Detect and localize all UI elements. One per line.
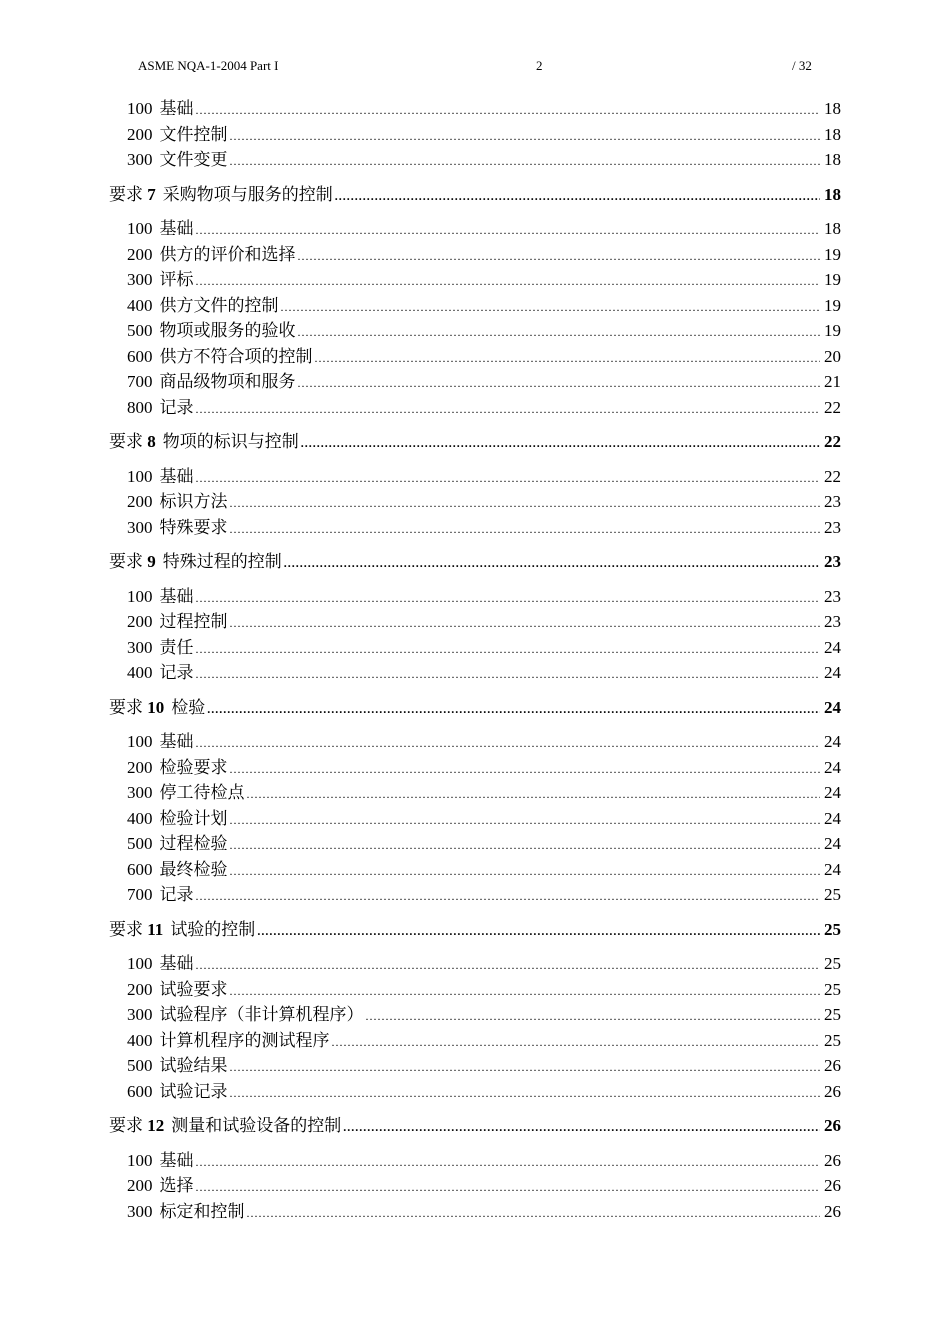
- toc-item-number: 300: [127, 517, 153, 537]
- toc-page-number: 23: [824, 586, 841, 606]
- dot-leader: [230, 834, 821, 856]
- dot-leader: [196, 270, 821, 292]
- toc-page-number: 19: [824, 295, 841, 315]
- dot-leader: [196, 587, 821, 609]
- dot-leader: [230, 150, 821, 172]
- toc-page-number: 23: [824, 492, 841, 511]
- toc-item[interactable]: [127, 346, 841, 369]
- toc-page-number: 26: [824, 1081, 841, 1101]
- dot-leader: [301, 432, 820, 454]
- dot-leader: [230, 492, 821, 514]
- toc-section[interactable]: [109, 184, 841, 207]
- toc-item[interactable]: [127, 1055, 841, 1078]
- toc-item[interactable]: [127, 1150, 841, 1173]
- toc-page-number: 22: [824, 432, 841, 451]
- toc-page-number: 22: [824, 397, 841, 417]
- toc-page-number: 19: [824, 321, 841, 340]
- dot-leader: [196, 885, 821, 907]
- toc-page-number: 26: [824, 1116, 841, 1135]
- toc-page-number: 23: [824, 612, 841, 631]
- toc-section-number: 要求 11: [109, 919, 164, 939]
- toc-page-number: 24: [824, 859, 841, 879]
- toc-page-number: 20: [824, 346, 841, 366]
- toc-entry-title: 标定和控制: [159, 1201, 245, 1221]
- toc-item-number: 400: [127, 295, 153, 315]
- toc-entry-title: 物项的标识与控制: [162, 432, 299, 451]
- toc-item-number: 600: [127, 859, 153, 879]
- toc-page-number: 24: [824, 757, 841, 777]
- toc-entry-title: 停工待检点: [159, 783, 245, 802]
- toc-page-number: 24: [824, 808, 841, 828]
- toc-entry-title: 特殊要求: [159, 517, 228, 537]
- toc-item[interactable]: [127, 1030, 841, 1053]
- toc-item[interactable]: [127, 1201, 841, 1224]
- toc-section[interactable]: [109, 551, 841, 574]
- toc-page-number: 18: [824, 150, 841, 169]
- toc-item[interactable]: [127, 320, 841, 343]
- toc-section-number: 要求 10: [109, 697, 165, 717]
- toc-item[interactable]: [127, 884, 841, 907]
- toc-item[interactable]: [127, 586, 841, 609]
- toc-item[interactable]: [127, 149, 841, 172]
- toc-entry-title: 试验记录: [159, 1081, 228, 1101]
- toc-item[interactable]: [127, 611, 841, 634]
- toc-page-number: 26: [824, 1201, 841, 1221]
- dot-leader: [281, 296, 821, 318]
- toc-item-number: 100: [127, 219, 153, 238]
- toc-page-number: 24: [824, 783, 841, 802]
- toc-entry-title: 文件控制: [159, 124, 228, 144]
- toc-entry-title: 供方文件的控制: [159, 295, 279, 315]
- toc-item-number: 300: [127, 1201, 153, 1221]
- toc-item-number: 400: [127, 663, 153, 682]
- toc-entry-title: 检验要求: [159, 757, 228, 777]
- toc-section[interactable]: [109, 919, 841, 942]
- toc-page-number: 23: [824, 552, 841, 571]
- document-title: ASME NQA-1-2004 Part I: [138, 58, 279, 73]
- toc-entry-title: 记录: [159, 397, 194, 417]
- dot-leader: [335, 185, 820, 207]
- toc-item[interactable]: [127, 1081, 841, 1104]
- toc-item[interactable]: [127, 397, 841, 420]
- dot-leader: [196, 954, 821, 976]
- toc-page-number: 26: [824, 1056, 841, 1075]
- toc-item[interactable]: [127, 491, 841, 514]
- dot-leader: [230, 980, 821, 1002]
- toc-section-number: 要求 8: [109, 432, 156, 451]
- toc-entry-title: 计算机程序的测试程序: [159, 1030, 330, 1050]
- toc-page-number: 18: [824, 184, 841, 204]
- toc-page-number: 25: [824, 954, 841, 973]
- toc-item[interactable]: [127, 98, 841, 121]
- dot-leader: [257, 920, 820, 942]
- toc-entry-title: 基础: [159, 1150, 194, 1170]
- toc-page-number: 24: [824, 732, 841, 751]
- toc-page-number: 18: [824, 99, 841, 118]
- dot-leader: [298, 372, 821, 394]
- toc-item[interactable]: [127, 833, 841, 856]
- toc-page-number: 19: [824, 244, 841, 264]
- toc-item-number: 600: [127, 346, 153, 366]
- toc-item-number: 100: [127, 732, 153, 751]
- toc-entry-title: 记录: [159, 663, 194, 682]
- toc-item-number: 200: [127, 612, 153, 631]
- toc-page-number: 26: [824, 1150, 841, 1170]
- toc-item[interactable]: [127, 782, 841, 805]
- dot-leader: [196, 219, 821, 241]
- toc-section-number: 要求 12: [109, 1116, 165, 1135]
- toc-item[interactable]: [127, 244, 841, 267]
- toc-item-number: 300: [127, 270, 153, 289]
- toc-item-number: 200: [127, 124, 153, 144]
- toc-item-number: 400: [127, 1030, 153, 1050]
- toc-item[interactable]: [127, 637, 841, 660]
- dot-leader: [284, 552, 820, 574]
- toc-item[interactable]: [127, 218, 841, 241]
- toc-page-number: 25: [824, 885, 841, 904]
- toc-item[interactable]: [127, 859, 841, 882]
- dot-leader: [298, 245, 821, 267]
- toc-item-number: 200: [127, 757, 153, 777]
- toc-section-number: 要求 9: [109, 552, 156, 571]
- dot-leader: [196, 398, 821, 420]
- toc-entry-title: 过程检验: [159, 834, 228, 853]
- toc-section[interactable]: [109, 1115, 841, 1138]
- dot-leader: [196, 638, 821, 660]
- toc-page-number: 26: [824, 1176, 841, 1195]
- page-number: 2: [536, 58, 543, 73]
- toc-item-number: 600: [127, 1081, 153, 1101]
- toc-entry-title: 基础: [159, 954, 194, 973]
- page-header: [0, 58, 950, 78]
- toc-entry-title: 标识方法: [159, 492, 228, 511]
- toc-item[interactable]: [127, 953, 841, 976]
- dot-leader: [196, 1151, 821, 1173]
- toc-item-number: 100: [127, 586, 153, 606]
- toc-page-number: 23: [824, 517, 841, 537]
- toc-entry-title: 检验计划: [159, 808, 228, 828]
- toc-entry-title: 采购物项与服务的控制: [162, 184, 333, 204]
- toc-page-number: 22: [824, 466, 841, 486]
- toc-item[interactable]: [127, 808, 841, 831]
- toc-item-number: 700: [127, 372, 153, 391]
- toc-page-number: 19: [824, 270, 841, 289]
- toc-item-number: 200: [127, 244, 153, 264]
- toc-entry-title: 文件变更: [159, 150, 228, 169]
- toc-entry-title: 责任: [159, 637, 194, 657]
- toc-item-number: 300: [127, 783, 153, 802]
- toc-page-number: 25: [824, 1030, 841, 1050]
- toc-page-number: 25: [824, 1005, 841, 1024]
- toc-item[interactable]: [127, 731, 841, 754]
- toc-entry-title: 试验要求: [159, 979, 228, 999]
- dot-leader: [230, 612, 821, 634]
- dot-leader: [207, 698, 820, 720]
- toc-page-number: 24: [824, 834, 841, 853]
- toc-item-number: 200: [127, 979, 153, 999]
- toc-item-number: 100: [127, 99, 153, 118]
- toc-entry-title: 基础: [159, 732, 194, 751]
- dot-leader: [230, 809, 821, 831]
- toc-item[interactable]: [127, 466, 841, 489]
- toc-item-number: 300: [127, 637, 153, 657]
- toc-item[interactable]: [127, 1004, 841, 1027]
- toc-item-number: 100: [127, 466, 153, 486]
- dot-leader: [230, 125, 821, 147]
- dot-leader: [366, 1005, 821, 1027]
- toc-item-number: 100: [127, 954, 153, 973]
- toc-item-number: 300: [127, 150, 153, 169]
- dot-leader: [196, 99, 821, 121]
- toc-page-number: 18: [824, 219, 841, 238]
- toc-item-number: 400: [127, 808, 153, 828]
- dot-leader: [230, 860, 821, 882]
- toc-entry-title: 特殊过程的控制: [162, 552, 282, 571]
- toc-entry-title: 试验结果: [159, 1056, 228, 1075]
- toc-entry-title: 商品级物项和服务: [159, 372, 296, 391]
- dot-leader: [230, 518, 821, 540]
- dot-leader: [196, 467, 821, 489]
- dot-leader: [247, 1202, 821, 1224]
- toc-page-number: 24: [824, 663, 841, 682]
- dot-leader: [196, 663, 821, 685]
- toc-item[interactable]: [127, 1175, 841, 1198]
- toc-entry-title: 评标: [159, 270, 194, 289]
- toc-item-number: 200: [127, 1176, 153, 1195]
- toc-item-number: 500: [127, 834, 153, 853]
- toc-item[interactable]: [127, 269, 841, 292]
- toc-entry-title: 最终检验: [159, 859, 228, 879]
- toc-item-number: 300: [127, 1005, 153, 1024]
- toc-entry-title: 基础: [159, 466, 194, 486]
- toc-item[interactable]: [127, 662, 841, 685]
- toc-item-number: 200: [127, 492, 153, 511]
- toc-page-number: 24: [824, 637, 841, 657]
- toc-entry-title: 试验的控制: [170, 919, 256, 939]
- toc-item-number: 700: [127, 885, 153, 904]
- toc-section[interactable]: [109, 431, 841, 454]
- page-total: / 32: [792, 58, 812, 73]
- toc-entry-title: 选择: [159, 1176, 194, 1195]
- toc-entry-title: 供方不符合项的控制: [159, 346, 313, 366]
- toc-item[interactable]: [127, 295, 841, 318]
- toc-item[interactable]: [127, 757, 841, 780]
- toc-item-number: 500: [127, 321, 153, 340]
- dot-leader: [247, 783, 821, 805]
- dot-leader: [230, 758, 821, 780]
- dot-leader: [315, 347, 821, 369]
- toc-page-number: 21: [824, 372, 841, 391]
- toc-page-number: 25: [824, 919, 841, 939]
- toc-page-number: 25: [824, 979, 841, 999]
- toc-entry-title: 基础: [159, 219, 194, 238]
- toc-entry-title: 基础: [159, 586, 194, 606]
- toc-item-number: 800: [127, 397, 153, 417]
- toc-item-number: 100: [127, 1150, 153, 1170]
- toc-entry-title: 检验: [171, 697, 206, 717]
- toc-section-number: 要求 7: [109, 184, 156, 204]
- toc-item[interactable]: [127, 124, 841, 147]
- dot-leader: [196, 732, 821, 754]
- toc-entry-title: 试验程序（非计算机程序）: [159, 1005, 364, 1024]
- dot-leader: [332, 1031, 821, 1053]
- toc-entry-title: 供方的评价和选择: [159, 244, 296, 264]
- toc-entry-title: 测量和试验设备的控制: [171, 1116, 342, 1135]
- toc-page-number: 18: [824, 124, 841, 144]
- dot-leader: [196, 1176, 821, 1198]
- dot-leader: [230, 1056, 821, 1078]
- toc-page-number: 24: [824, 697, 841, 717]
- dot-leader: [230, 1082, 821, 1104]
- toc-item-number: 500: [127, 1056, 153, 1075]
- toc-item[interactable]: [127, 371, 841, 394]
- toc-section[interactable]: [109, 697, 841, 720]
- toc-entry-title: 记录: [159, 885, 194, 904]
- toc-item[interactable]: [127, 517, 841, 540]
- toc-item[interactable]: [127, 979, 841, 1002]
- dot-leader: [343, 1116, 820, 1138]
- toc-entry-title: 物项或服务的验收: [159, 321, 296, 340]
- dot-leader: [298, 321, 821, 343]
- toc-entry-title: 过程控制: [159, 612, 228, 631]
- toc-entry-title: 基础: [159, 99, 194, 118]
